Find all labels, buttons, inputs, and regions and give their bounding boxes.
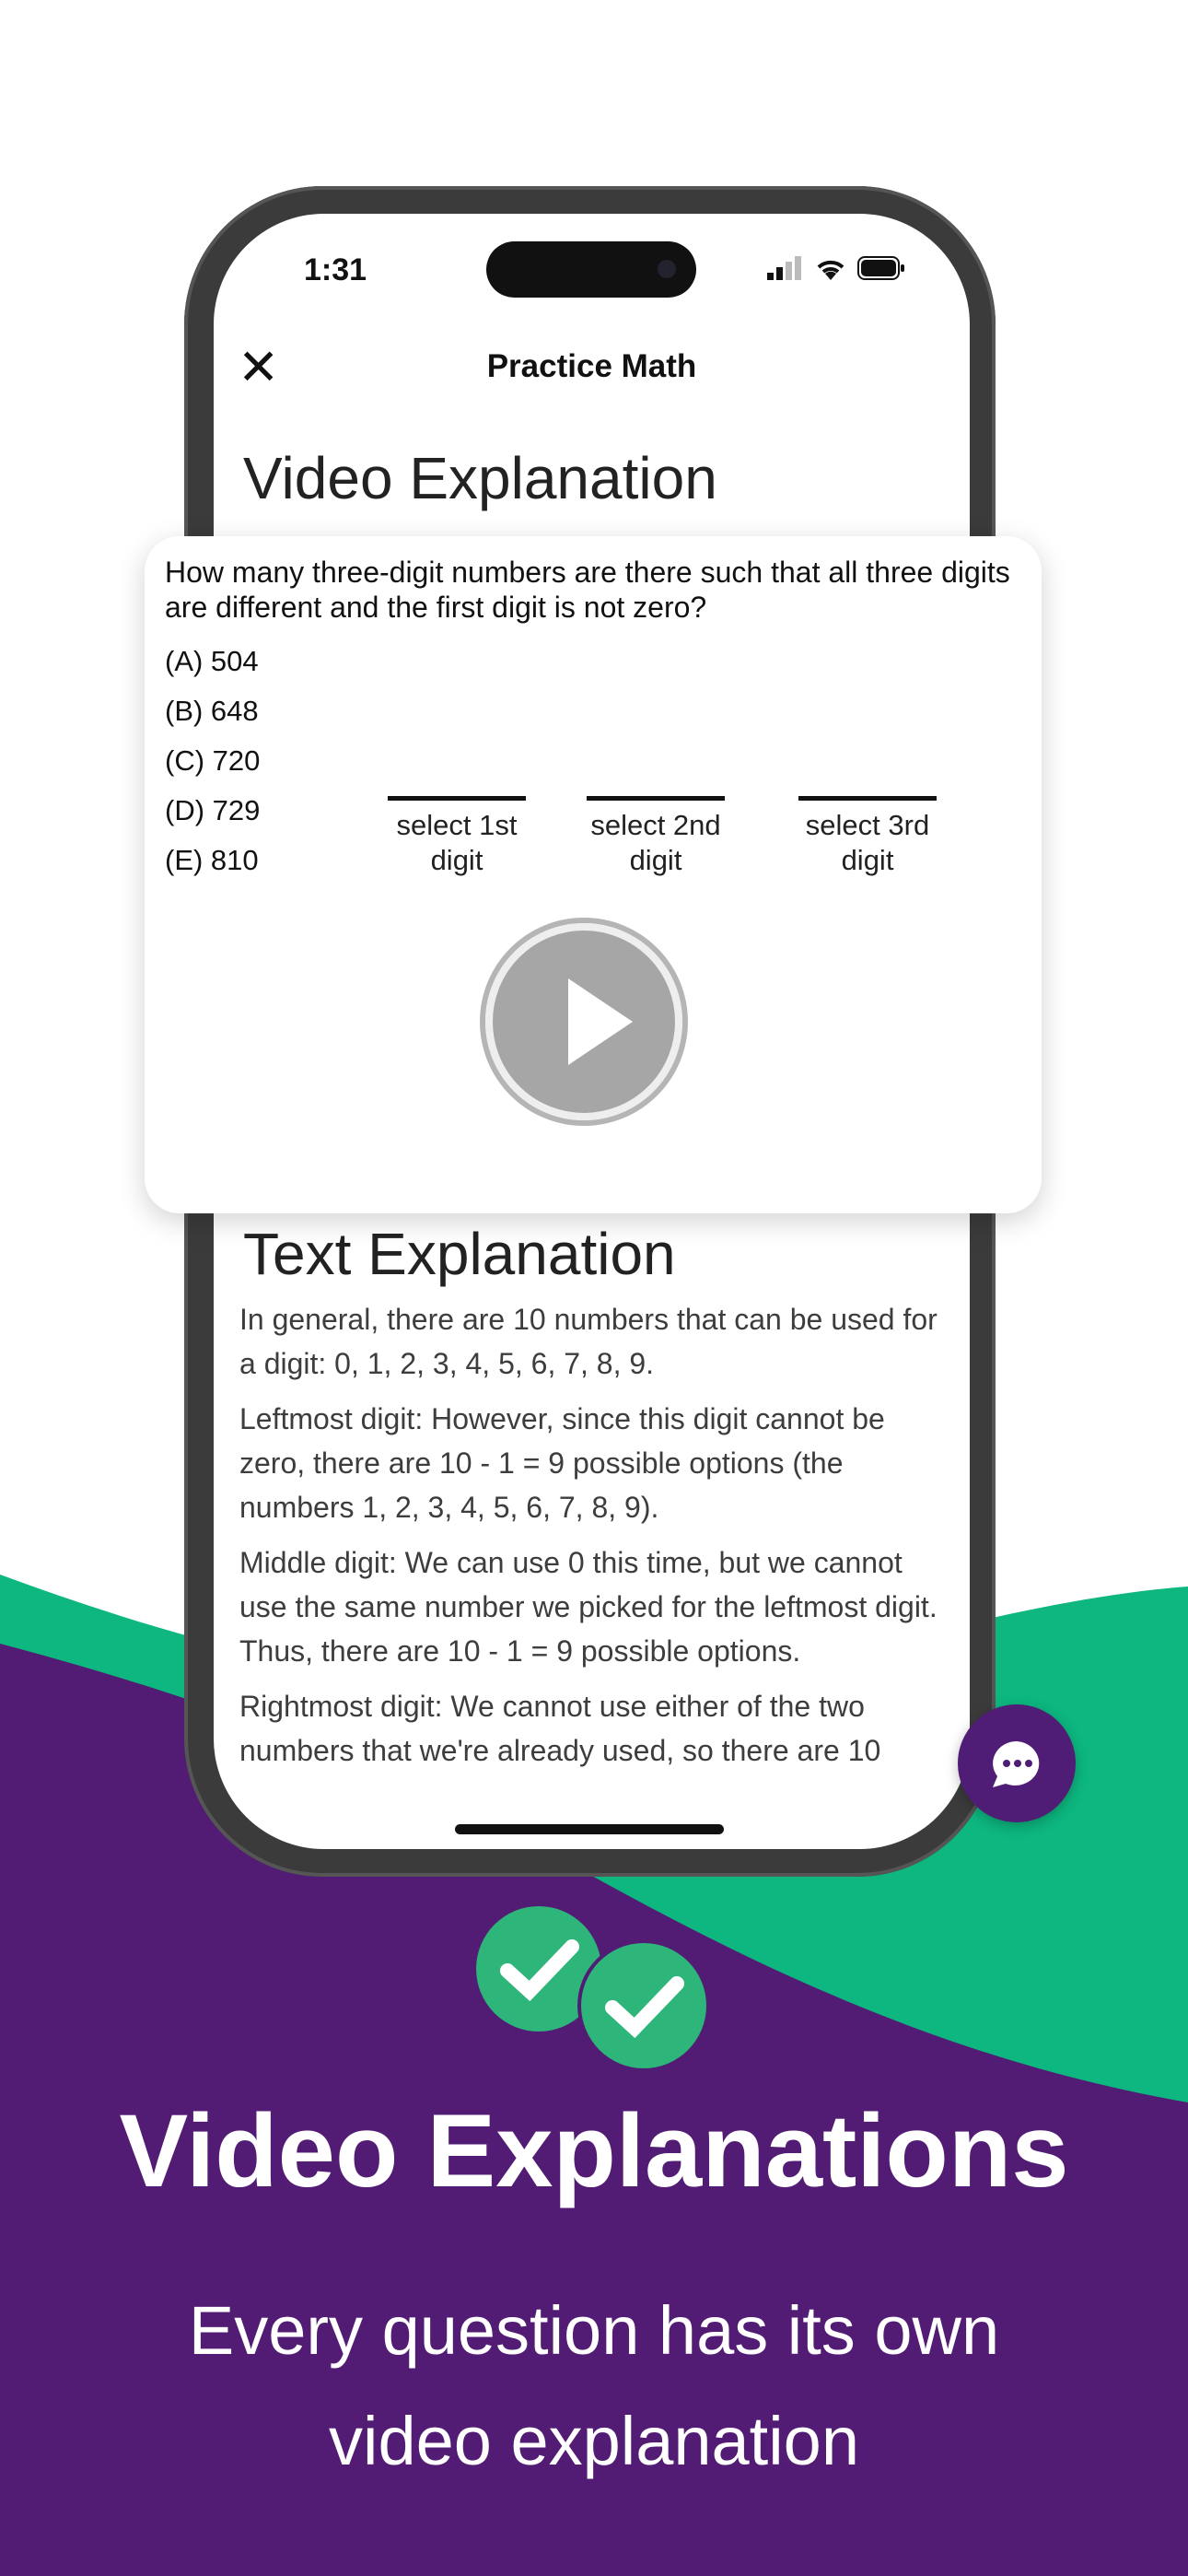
checkmark-icon (581, 1943, 706, 2068)
question-text: How many three-digit numbers are there such that all three digits are different and the first digit is not zero? (165, 556, 1010, 624)
answer-choice: (C) 720 (165, 744, 261, 777)
subtitle-line: Every question has its own (188, 2292, 1000, 2369)
answer-choice: (A) 504 (165, 645, 259, 677)
explanation-paragraph: In general, there are 10 numbers that can be used for a digit: 0, 1, 2, 3, 4, 5, 6, 7, 8, 9. (239, 1303, 938, 1380)
subtitle-line: video explanation (329, 2403, 859, 2479)
explanation-paragraph: Middle digit: We can use 0 this time, but we cannot use the same number we picked for the leftmost digit. Thus, there are 10 - 1 = 9 possible options. (239, 1546, 938, 1668)
signal-icon (767, 256, 804, 280)
answer-choice: (B) 648 (165, 695, 259, 727)
home-indicator (455, 1824, 724, 1834)
status-icons (767, 256, 905, 280)
text-explanation-heading: Text Explanation (243, 1221, 676, 1287)
chat-button[interactable] (958, 1704, 1076, 1822)
blank-label: select 3rd (805, 809, 930, 841)
blank-label: select 2nd (590, 809, 721, 841)
close-icon[interactable]: ✕ (238, 340, 280, 395)
explanation-paragraph: Leftmost digit: However, since this digit cannot be zero, there are 10 - 1 = 9 possible options (the numbers 1, 2, 3, 4, 5, 6, 7, 8, 9). (239, 1402, 885, 1524)
camera-icon (658, 260, 676, 278)
answer-choice: (E) 810 (165, 844, 259, 876)
digit-blank (798, 796, 937, 878)
video-player[interactable] (145, 536, 1042, 1213)
digit-blank (388, 796, 526, 878)
blank-label: select 1st (396, 809, 518, 841)
answer-choice: (D) 729 (165, 794, 261, 826)
explanation-paragraph: Rightmost digit: We cannot use either of the two numbers that we're already used, so there are 10 (239, 1690, 881, 1767)
page-title: Practice Math (486, 348, 697, 384)
blank-label: digit (841, 844, 894, 876)
status-time: 1:31 (304, 252, 367, 287)
promo-subtitle (0, 2276, 1188, 2497)
play-button[interactable] (485, 923, 682, 1120)
dynamic-island (486, 241, 696, 298)
chat-bubble-icon (958, 1704, 1076, 1822)
battery-icon (857, 256, 905, 280)
blank-label: digit (629, 844, 682, 876)
wifi-icon (815, 256, 846, 280)
blank-label: digit (430, 844, 483, 876)
promo-headline: Video Explanations (119, 2093, 1069, 2208)
digit-blank (587, 796, 725, 878)
video-explanation-heading: Video Explanation (243, 445, 717, 511)
